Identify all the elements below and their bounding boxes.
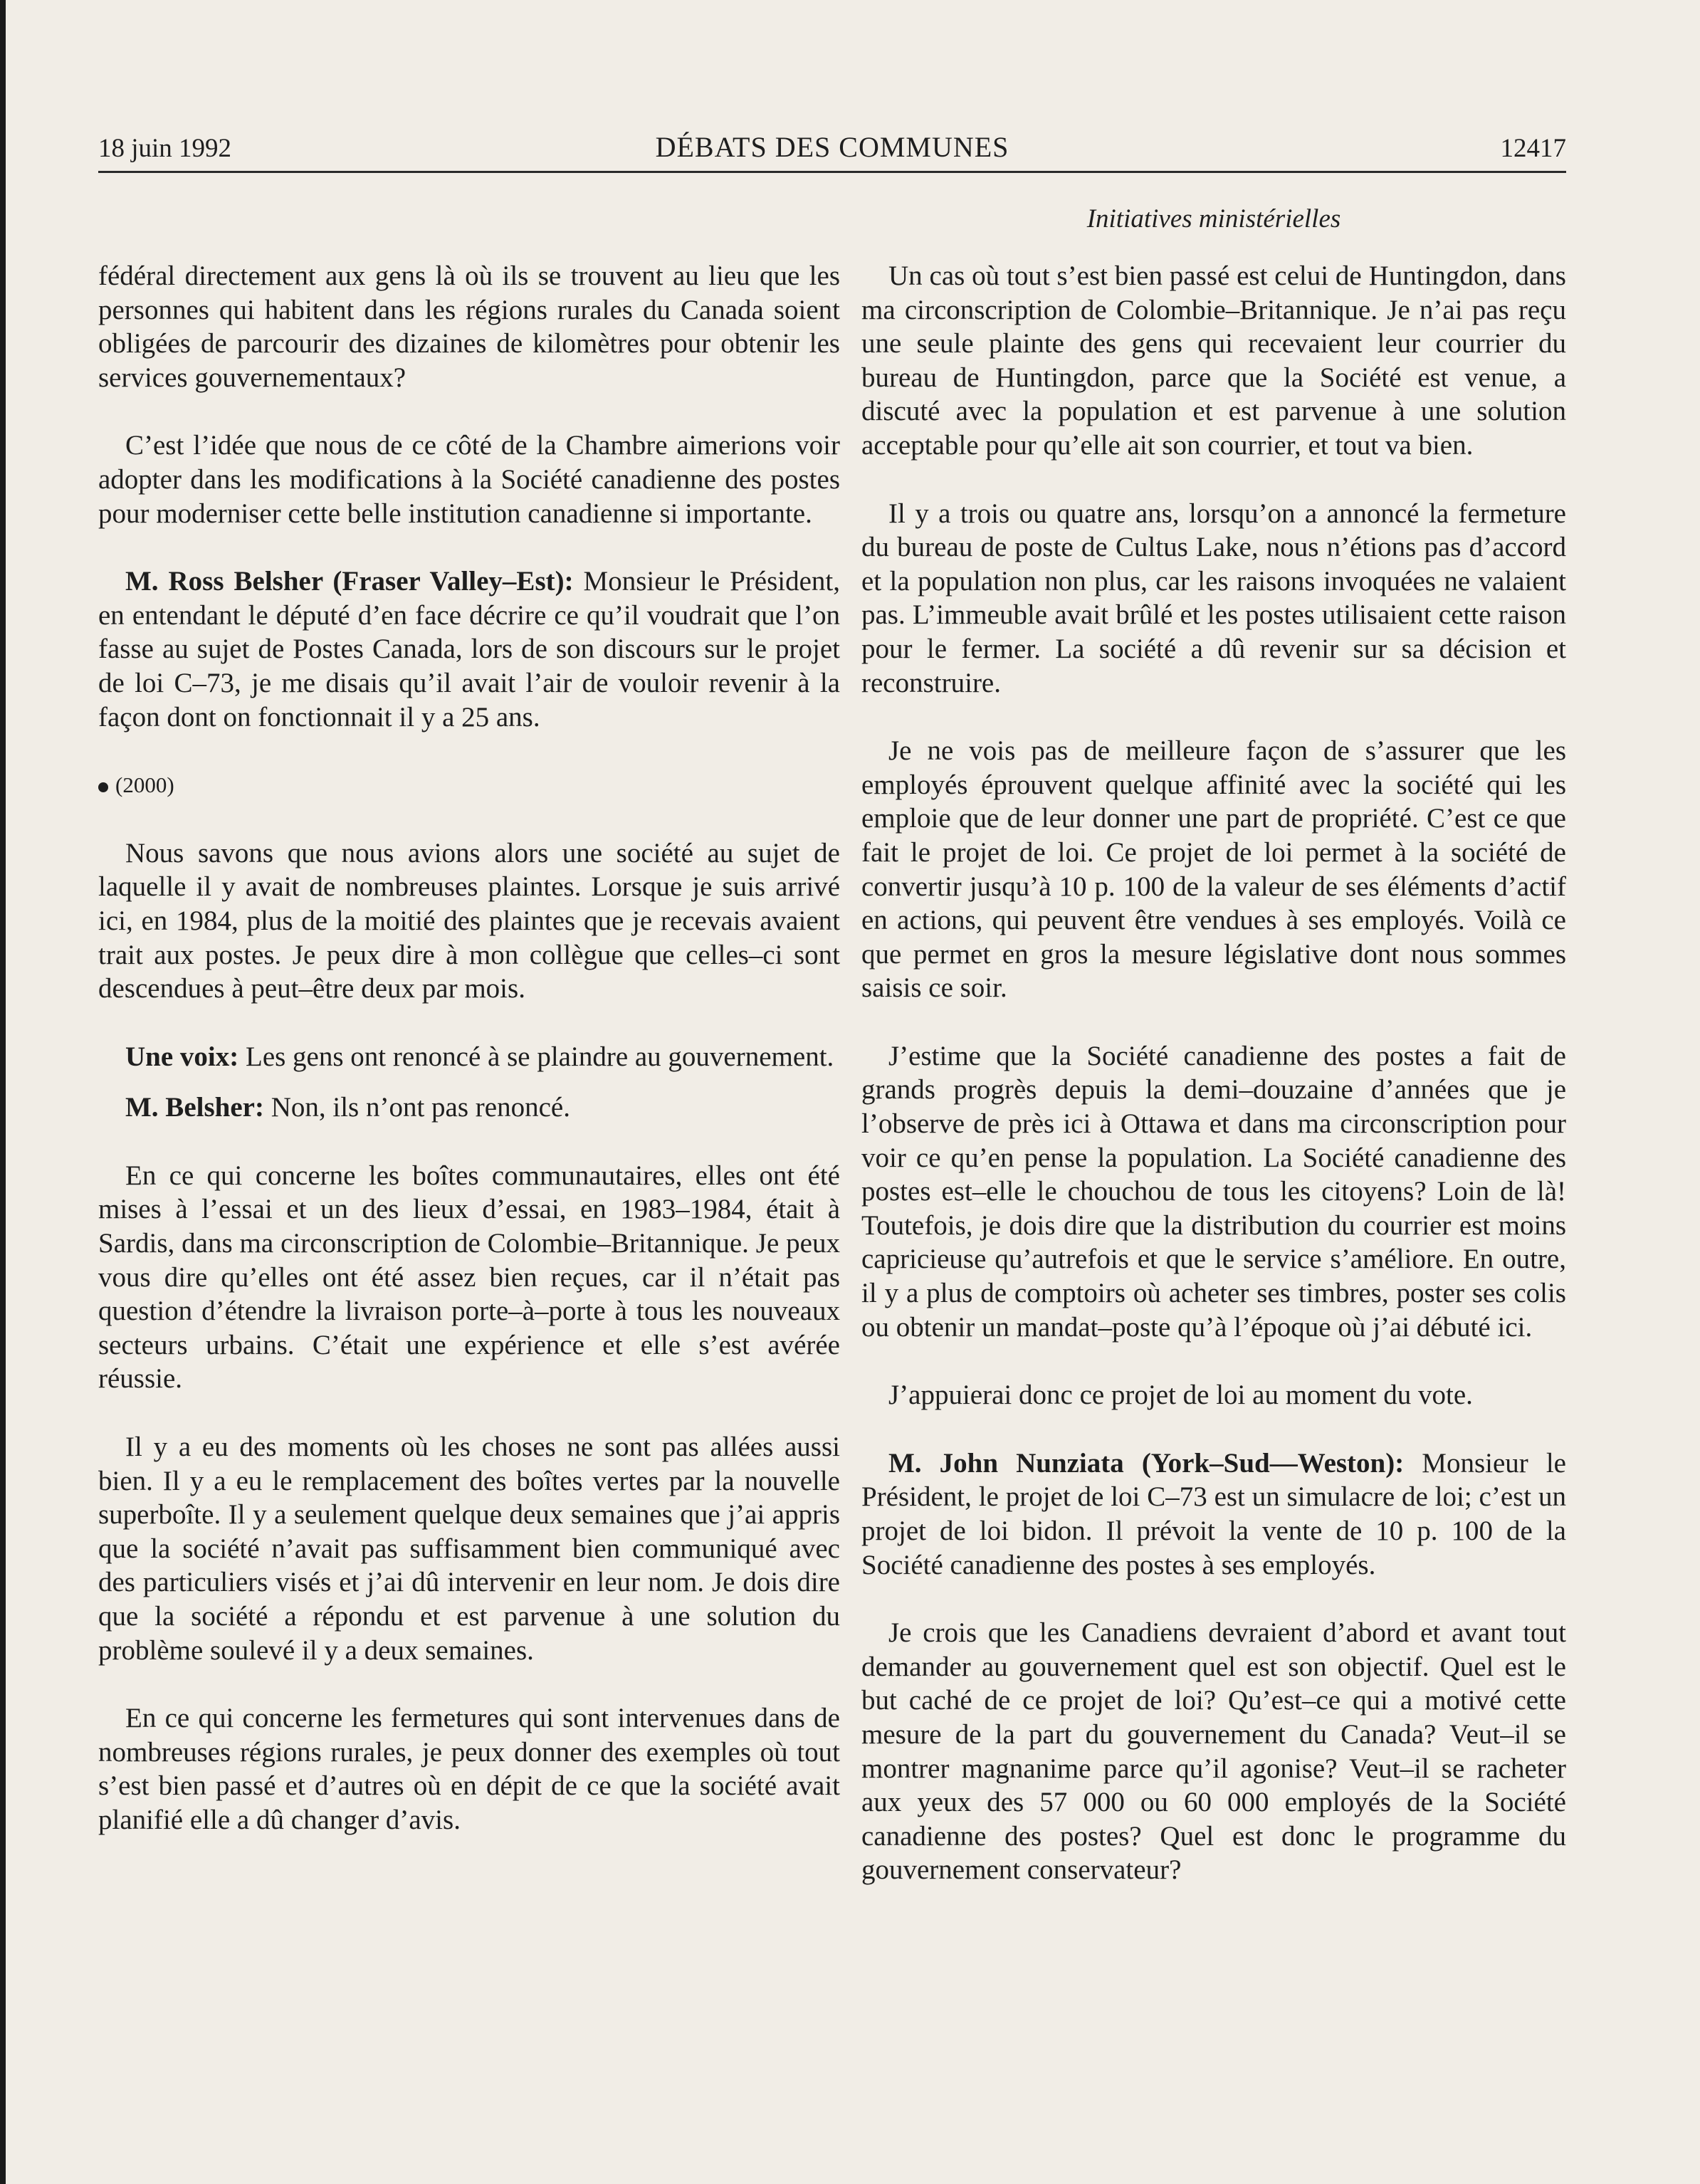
paragraph: Il y a eu des moments où les choses ne sont pas allées aussi bien. Il y a eu le remplacement des boîtes vertes par la nouvelle superboîte. Il y a seulement quelque deux semaines que j’ai appris que la société n’avait pas suffisamment bien communiqué avec des particuliers visés et j’ai dû intervenir en leur nom. Je dois dire que la société a répondu et est parvenue à une solution du problème soulevé il y a deux semaines. (98, 1432, 840, 1666)
paragraph: C’est l’idée que nous de ce côté de la Chambre aimerions voir adopter dans les modifications à la Société canadienne des postes pour moderniser cette belle institution canadienne si importante. (98, 430, 840, 529)
paragraph: J’estime que la Société canadienne des postes a fait de grands progrès depuis la demi–douzaine d’années que je l’observe de près ici à Ottawa et dans ma circonscription pour voir ce qu’en pense la population. La Société canadienne des postes est–elle le chouchou de tous les citoyens? Loin de là! Toutefois, je dois dire que la distribution du courrier est moins capricieuse qu’autrefois et que le service s’améliore. En outre, il y a plus de comptoirs où acheter ses timbres, poster ses colis ou obtenir un mandat–poste qu’à l’époque où j’ai débuté ici. (861, 1040, 1566, 1343)
header-date: 18 juin 1992 (98, 134, 232, 163)
speech-text: Monsieur le Président, en entendant le député d’en face décrire ce qu’il voudrait que l’on fasse au sujet de Postes Canada, lors de son discours sur le projet de loi C–73, je me disais qu’il avait l’air de vouloir revenir à la façon dont on fonctionnait il y a 25 ans. (98, 566, 841, 733)
speech-paragraph (861, 1447, 1566, 1582)
paragraph: Un cas où tout s’est bien passé est celui de Huntingdon, dans ma circonscription de Colombie–Britannique. Je n’ai pas reçu une seule plainte des gens qui recevaient leur courrier du bureau de Huntingdon, parce que la Société est venue, a discuté avec la population et est parvenue à une solution acceptable pour qu’elle ait son courrier, et tout va bien. (861, 261, 1566, 461)
paragraph: Nous savons que nous avions alors une société au sujet de laquelle il y avait de nombreuses plaintes. Lorsque je suis arrivé ici, en 1984, plus de la moitié des plaintes que je recevais avaient trait aux postes. Je peux dire à mon collègue que celles–ci sont descendues à peut–être deux par mois. (98, 837, 840, 1004)
speech-text: Les gens ont renoncé à se plaindre au gouvernement. (238, 1041, 834, 1072)
page-header (98, 130, 1566, 169)
speaker-name: M. Belsher: (125, 1092, 264, 1123)
section-title: Initiatives ministérielles (1086, 204, 1341, 233)
paragraph: En ce qui concerne les boîtes communautaires, elles ont été mises à l’essai et un des lieux d’essai, en 1983–1984, était à Sardis, dans ma circonscription de Colombie–Britannique. Je peux vous dire qu’elles ont été assez bien reçues, car il n’était pas question d’étendre la livraison porte–à–porte à tous les nouveaux secteurs urbains. C’était une expérience et elle s’est avérée réussie. (98, 1160, 840, 1395)
scan-edge (0, 0, 6, 2184)
speech-paragraph (98, 565, 840, 734)
speech-text: Non, ils n’ont pas renoncé. (263, 1092, 570, 1123)
header-rule (98, 171, 1566, 173)
speech-paragraph (98, 1040, 840, 1074)
paragraph: Je ne vois pas de meilleure façon de s’assurer que les employés éprouvent quelque affinité avec la société qui les emploie que de leur donner une part de propriété. C’est ce que fait le projet de loi. Ce projet de loi permet à la société de convertir jusqu’à 10 p. 100 de la valeur de ses éléments d’actif en actions, qui peuvent être vendues à ses employés. Voilà ce que permet en gros la mesure législative dont nous sommes saisis ce soir. (861, 735, 1566, 1004)
bullet-icon (98, 782, 108, 792)
paragraph: fédéral directement aux gens là où ils se trouvent au lieu que les personnes qui habitent dans les régions rurales du Canada soient obligées de parcourir des dizaines de kilomètres pour obtenir les services gouvernementaux? (98, 261, 840, 393)
paragraph: Je crois que les Canadiens devraient d’abord et avant tout demander au gouvernement quel est son objectif. Quel est le but caché de ce projet de loi? Qu’est–ce qui a motivé cette mesure de la part du gouvernement du Canada? Veut–il se montrer magnanime parce qu’il agonise? Veut–il se racheter aux yeux des 57 000 ou 60 000 employés de la Société canadienne des postes? Quel est donc le programme du gouvernement conservateur? (861, 1617, 1566, 1886)
header-title: DÉBATS DES COMMUNES (655, 131, 1009, 163)
paragraph: En ce qui concerne les fermetures qui sont intervenues dans de nombreuses régions rurales, je peux donner des exemples où tout s’est bien passé et d’autres où en dépit de ce que la société avait planifié elle a dû changer d’avis. (98, 1703, 840, 1835)
speech-paragraph (98, 1091, 840, 1125)
speaker-name: Une voix: (125, 1041, 239, 1072)
right-column (861, 259, 1566, 1921)
speaker-name: M. Ross Belsher (Fraser Valley–Est): (125, 566, 574, 597)
paragraph: Il y a trois ou quatre ans, lorsqu’on a annoncé la fermeture du bureau de poste de Cultus Lake, nous n’étions pas d’accord et la population non plus, car les raisons invoquées ne valaient pas. L’immeuble avait brûlé et les postes utilisaient cette raison pour le fermer. La société a dû revenir sur sa décision et reconstruire. (861, 498, 1566, 698)
left-column (98, 259, 840, 1871)
speaker-name: M. John Nunziata (York–Sud—Weston): (888, 1447, 1405, 1479)
time-marker-text: (2000) (115, 772, 174, 798)
speech-text: Monsieur le Président, le projet de loi C–73 est un simulacre de loi; c’est un projet de loi bidon. Il prévoit la vente de 10 p. 100 de la Société canadienne des postes à ses employés. (861, 1447, 1566, 1580)
paragraph: J’appuierai donc ce projet de loi au moment du vote. (888, 1380, 1473, 1411)
header-page-number: 12417 (1500, 134, 1566, 163)
time-marker (98, 768, 840, 802)
